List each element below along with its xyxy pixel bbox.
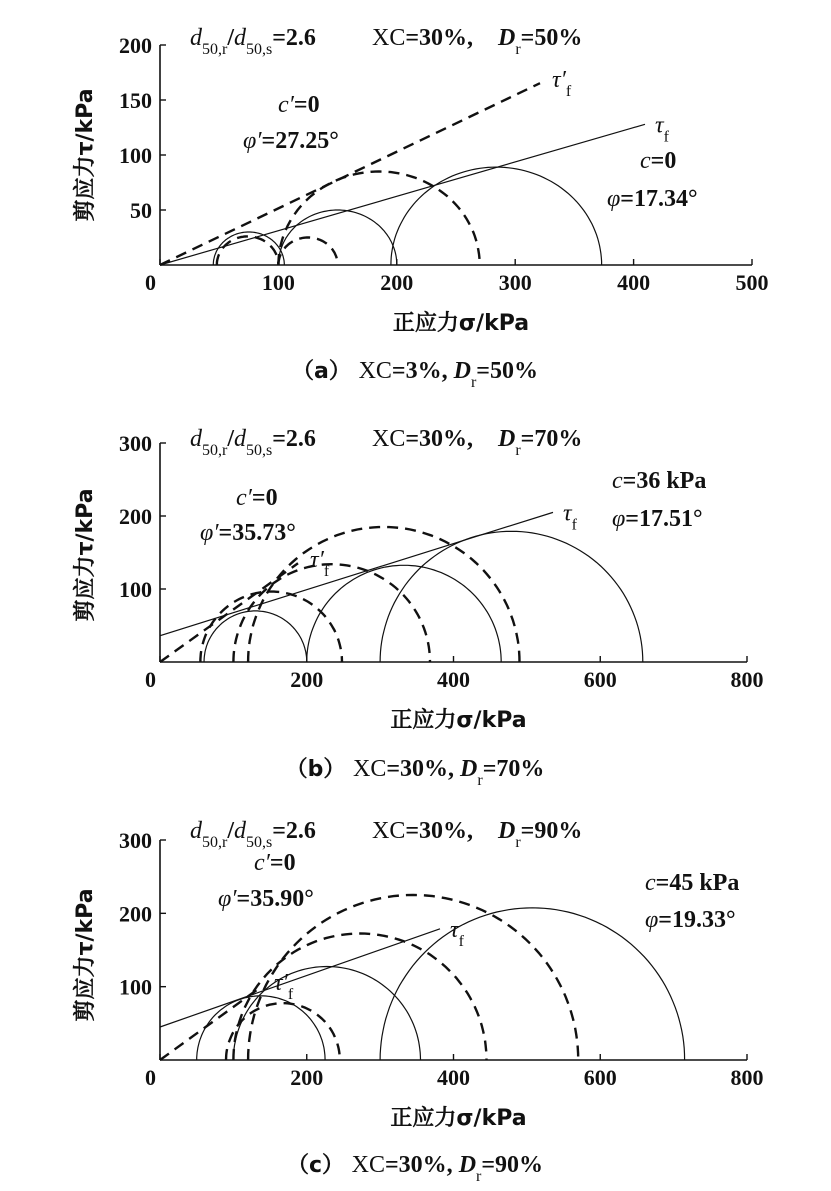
x-tick-label: 800 xyxy=(730,667,764,692)
x-tick-label: 0 xyxy=(145,1065,156,1090)
effective-envelope-label: $\tau'_f$ xyxy=(274,970,294,1003)
y-tick-label: 200 xyxy=(119,901,152,927)
total-envelope-label: $\tau_f$ xyxy=(563,500,577,533)
total-friction-angle-label: φ=17.34° xyxy=(607,186,698,212)
total-envelope-label: $\tau_f$ xyxy=(655,112,669,145)
y-tick-label: 100 xyxy=(119,974,152,1000)
y-tick-label: 100 xyxy=(119,577,152,602)
effective-envelope-label: $\tau'_f$ xyxy=(310,547,330,580)
total-cohesion-label: c=36 kPa xyxy=(612,468,707,494)
y-tick-label: 150 xyxy=(119,88,152,113)
effective-stress-circle xyxy=(248,895,578,1060)
total-stress-circle xyxy=(391,167,602,265)
y-tick-label: 200 xyxy=(119,504,152,529)
x-tick-label: 800 xyxy=(730,1065,764,1090)
total-envelope-line xyxy=(160,929,440,1027)
total-stress-circle xyxy=(380,908,684,1060)
curves-group xyxy=(200,527,642,662)
header-grain-ratio: $d_{50,r}/d_{50,s}=2.6$ xyxy=(190,818,316,851)
y-axis-label: 剪应力τ/kPa xyxy=(73,488,98,622)
effective-cohesion-label: c′=0 xyxy=(236,485,278,511)
y-axis-label: 剪应力τ/kPa xyxy=(73,88,98,222)
effective-cohesion-label: c′=0 xyxy=(254,850,296,876)
y-tick-label: 300 xyxy=(119,828,152,853)
effective-cohesion-label: c′=0 xyxy=(278,92,320,118)
header-dr: $D_r=70\%$ xyxy=(498,426,583,459)
total-stress-circle xyxy=(307,565,501,662)
total-stress-circle xyxy=(278,210,396,265)
effective-envelope-line xyxy=(160,83,540,265)
curves-group xyxy=(197,895,685,1060)
total-envelope-label: $\tau_f$ xyxy=(450,916,464,950)
x-axis-label: 正应力σ/kPa xyxy=(390,1106,527,1131)
panel-caption: （c） XC=30%, $D_r=90\%$ xyxy=(286,1152,544,1185)
x-axis-label: 正应力σ/kPa xyxy=(392,311,530,336)
y-tick-label: 200 xyxy=(119,33,152,58)
x-tick-label: 400 xyxy=(437,667,470,692)
x-tick-label: 600 xyxy=(583,1065,617,1090)
x-tick-label: 200 xyxy=(290,1065,324,1090)
effective-envelope-line xyxy=(160,563,298,662)
effective-envelope-label: $\tau'_f$ xyxy=(552,67,572,100)
header-dr: $D_r=90\%$ xyxy=(498,818,583,851)
x-tick-label: 0 xyxy=(145,667,156,692)
y-axis-label: 剪应力τ/kPa xyxy=(73,888,98,1022)
header-xc: XC=30%, xyxy=(372,818,474,844)
effective-friction-angle-label: φ′=27.25° xyxy=(243,128,339,154)
effective-stress-circle xyxy=(226,1003,340,1060)
effective-stress-circle xyxy=(217,236,279,265)
total-cohesion-label: c=0 xyxy=(640,148,677,174)
x-tick-label: 0 xyxy=(145,270,156,295)
y-tick-label: 300 xyxy=(119,431,152,456)
total-envelope-line xyxy=(160,124,645,265)
panel-c xyxy=(72,818,764,1185)
x-tick-label: 600 xyxy=(583,667,617,692)
header-grain-ratio: $d_{50,r}/d_{50,s}=2.6$ xyxy=(190,426,316,459)
panel-b xyxy=(72,426,764,789)
header-xc: XC=30%, xyxy=(372,25,474,51)
panel-a xyxy=(72,25,769,391)
header-grain-ratio: $d_{50,r}/d_{50,s}=2.6$ xyxy=(190,25,316,58)
x-tick-label: 300 xyxy=(498,270,532,295)
total-friction-angle-label: φ=17.51° xyxy=(612,506,703,532)
x-tick-label: 400 xyxy=(437,1065,470,1090)
y-tick-label: 100 xyxy=(119,143,152,168)
effective-stress-circle xyxy=(233,564,430,662)
x-tick-label: 500 xyxy=(735,270,769,295)
curves-group xyxy=(213,167,601,265)
effective-stress-circle xyxy=(278,172,479,266)
effective-friction-angle-label: φ′=35.73° xyxy=(200,520,296,546)
total-stress-circle xyxy=(233,967,420,1061)
panel-caption: （a） XC=3%, $D_r=50\%$ xyxy=(292,358,538,391)
header-dr: $D_r=50\%$ xyxy=(498,25,583,58)
y-tick-label: 50 xyxy=(130,198,152,223)
total-cohesion-label: c=45 kPa xyxy=(645,870,740,896)
effective-friction-angle-label: φ′=35.90° xyxy=(218,886,314,912)
total-friction-angle-label: φ=19.33° xyxy=(645,907,736,933)
panel-caption: （b） XC=30%, $D_r=70\%$ xyxy=(285,756,545,789)
x-tick-label: 200 xyxy=(290,667,324,692)
total-stress-circle xyxy=(380,531,643,662)
x-axis-label: 正应力σ/kPa xyxy=(390,708,527,733)
effective-stress-circle xyxy=(278,238,337,266)
x-tick-label: 400 xyxy=(617,270,651,295)
total-stress-circle xyxy=(197,996,325,1060)
x-tick-label: 100 xyxy=(261,270,295,295)
effective-stress-circle xyxy=(200,592,342,662)
x-tick-label: 200 xyxy=(380,270,414,295)
header-xc: XC=30%, xyxy=(372,426,474,452)
